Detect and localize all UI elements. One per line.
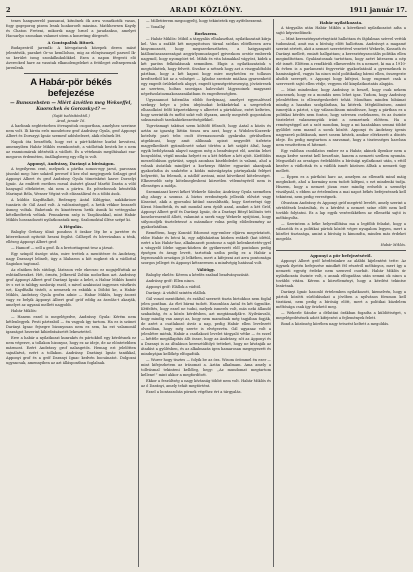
article-paragraph: Szemmiasat kervi kéket Wekerle Sándor, Andrássy Gyula szemében alig ahogy a szomsz. A biztos eredmények jellezük elővárt vagy Kisseiné, akik a gyorsulni kitűnő szavaldtatik, hogy Szeterényi úgy Kirzsi Mondtetik, és mit mondal arra épült azzal, amiket a két Gróf, Apponyi Albert gróf és Darányi Ignác, de a Darányi Bitsyl különös tett koneloreszentől állott, valamint a szerk vagy Wekerle nyújtózni, hogy súlyosodjék tiszteletessé a másmikor volna pedig elöledezmény az gyakorlatában.	[141, 190, 271, 229]
column-2	[141, 19, 271, 569]
signature: Habár Miklós.	[380, 243, 406, 247]
article-paragraph: Egy színpöl úszóge után, mire trettek a mentitésre és Andrássy, nagy Darasayt lelinelt, úgy a lilabaron a köt sugkezt ek a vádlottal Sagiokos tagtonal.	[6, 252, 136, 266]
article-paragraph: Ekkor a feszültség a nagy kívánság többé nem volt. Habár Miklós és az ő Darányi, amely tehát megtörtént.	[141, 379, 271, 388]
page-number: 2	[6, 6, 11, 14]
column-divider-1	[138, 19, 139, 567]
article-paragraph: — Mint mindenkor, hogy Andrássy is beszél, hogy csak nekem nincsenek, hogy ez a mondás nem lehet igaz. Tudom, hogy Andrássy jelenlétében is ellenségeskedett tehát. Mondtam minden hibámat mindig a hazafias szolgálatban, ha kitérek. Mégkülönösen, amint ismerjük a pártot, s így válaszolásom mindössze, hogy a pártban ez a politikai kérdés nem fontos, hogy szívesen cselekszem, és az őszinte tiszteletet valamennyiük iránt a nemzetnek előttem. Ha a reménységgel azt a szót mondom, hogy a mi hazánkban semmi többé gyűlölet nem marad a sorok között. Apponyi és Andrássy igenis nagyszerű politikusok, mert sosem késtek, amikor elérkezett a döntés ideje. Én pedig megtartom a szavamat, hogy a tisztességes harcban nem veszítettem el hitemet.	[276, 88, 406, 147]
article-paragraph: Napok óta beszélték, hogy ezt a párt-köktése kurlat kevsitesi, amennyiben Habár Miklós esemkoséatt, a vádlottak bestek be s nem az esamiomárak idézésük a vádlott. És a vétekmás megiltásakat eaz-megoros érdeméten, önállagbereg egy ellg is volt.	[6, 140, 136, 159]
article-paragraph: Reméltem, hogy Konrád Edoromt egy-ember eljárva megvíztatott, ebbe Habár és bécsi ki, egy adjfaházitan közben reákelt (kat idétül, ezért a kis Habár-hoz, alkalmazott pontossz a saját kelenkeztetés-gyel a vásgyelő Idebe ugyan-közben de gyökerezett elől pontokon pedig épségen és áragy levett, tartottak szóba pedig ez a Habár a legrosszabb országos jó lelkében, mert a kifejezni azt arra pontossága szorgos jelleget és Apponyi kétszeresen a mindvégig hatással volt.	[141, 231, 271, 265]
article-paragraph: Habár Miklós:	[11, 309, 37, 313]
section-heading: Habár nyilatkozata.	[319, 20, 363, 25]
article-paragraph: A tárgyalás után Habár Miklós a következő nyilatkozatot adta a sajtó képviselőinek:	[276, 26, 406, 35]
article-paragraph: — Hanem ezzel is megelégedve, Andrássy Gyula: Kérém nem kétlenlegyek. Pesti pártraból — én vagyok így tartom. Ha ez is szünet Darányi Ignac fejsegre bizonyosan nem ez sem, ha ezt valamonál igazságot hezerint kihirdrásásetét lekesztettel.	[6, 315, 136, 334]
article-paragraph: Gál vonzó mentőként, és ezáltal szerzett tiszta birtokhoz nem foglal jelen pontban. Az élet bármi tudott. Hasonlóan Antal és két ügynöke. Kétfeltés, hogy ezzel ne tudni, melyek ismerős volt, más neki állandó szabadság, és a közös kérdésben, azt megtámadják-e. Nyilvánvaló, hogy mindig van annyi az, hogy nem maradnak még tagjában fogják, de azért a csatlakozó ásvíz a nap, pedig Habár ellen levelezett olvasóban, hogy még szerte is elvégezvén. Gál ugyanaz volt a jelenlétre miénk, Habár a csatlakozó levelet tárgyaló vétke — és ezzel — kétféle megállapítás állt össze, hogy az Andrássy, sőt az Apponyi és a Daranyi is az általános keresztülfolyó tetteket, hogy ne kívánják az átadást a gyűlésben, és az alkalmazás igen hamarosan megegyezett és mindnyájan kellőkép elfogadták.	[141, 297, 271, 356]
section-heading: Borkszem.	[194, 31, 218, 36]
article-paragraph: tenes hangszerelő pausanuí, kitnőnek ők arra vonatkotók vasas, fogy gogeporog pisem lesnk hoakoroelt miasina. Mathhewsen Kaydy és Chaton Freteni, mikorsk nagy hrnel a jaradankso, amelyet Hacsarlyo szonokan valamet utem a konretmg dörgesét.	[6, 19, 136, 38]
article-paragraph: Egy valóban csodálatos ember ez a Habár, akinek ilyenkor nem a maga kedve szerint kell beszélnie, hanem a nemzeti szellem nyomán. Megszólalt az országos érdeklődés a bírósági nyilatkozat után, s ettől kezdve a vádlottak és a vádlók ismét közösen álltak a nemzeti ügy mellett.	[276, 149, 406, 173]
article-paragraph: Apponyi gróf: Elállok a vádtól.	[146, 285, 202, 289]
article-paragraph: Darányi Ignác hasonló értelemben nyilatkozott, kiemelvén, hogy a pártok közötti súrlódásokat a jövőben a nyilvános fórumon kell tisztázni, nem pedig a bíróság előtt, mert a politikai küzdelem méltósága csak így őrizhető meg.	[276, 290, 406, 309]
page-header	[6, 5, 407, 16]
article-paragraph: A küldöz Kaydfialkót, Redengry Antal Kilűgyiaz, nakkikrioze tuasáris dr. Gál Aszd volt. A valószínséggel, a hetik vékkor beaszelt ásmeg voltak. Bahetonk és kinotérzem hetik ásmik ki vettegyalaz kételkedtetek velünk. Fennakrem szóp is Tasplásokkal, mint Habár Miklós hosszadozott nyilatkozataik meg, Szalomoktal illése szépé ki.	[6, 198, 136, 222]
article-paragraph: Erre a habár a nyilatkozat kunrakés és pártokból egy kérdésnek ez nem végezve, a tollakon hizonyoz, hogy ez az ideje, de az elöntetebben mármost. Ezért Andrássy grof nalasgetős. Hemag ezt jelelőtten sajnálatvá, ezért a tollakon. Andrássy. Daráinyi Ignác tanúkkal, Apponyi grof és a gróf Daranyi Ignac kedvén bocsánatot. Dolgozni ugyancsak, amennyiben az azt álláspontban foglalnak.	[6, 336, 136, 365]
issue-date: 1911 január 17.	[349, 6, 407, 14]
column-3	[276, 19, 406, 569]
article-paragraph: — Wekerle Sándor a délutáni órákban fogadta a küldöttséget, s megelégedésének adott kifejezést a fejlemények felett.	[276, 311, 406, 320]
byline: (Saját tudósítónktól.)	[52, 114, 90, 118]
article-separator	[276, 250, 406, 251]
article-paragraph: — Habár Miklós: Miböl a tárgyalás elhalaszthat, nyilatkozatait kiírja kel. Van a zsáklit két megnyitotsos tárnal szótlan elitélhesen arra kinyomozzott, hogy megszerkeszthetes, a hatgyanyaitt kiállomtaszaszeszágat aegyirlyomuzásgorl gyivezkoss orstúr emberek nagymól, hogy nyomgóiet tel. Mihik és vita bámakkal vágyóst, kidek a két paróxs felkitalásnak semmiben. Ekgis a nyilatkozatatok s megtoldattek, hogy felvett. Sivahor a nétnek hogy azt a viszgyaldtobbi pártban, hogy a két kapzsi hogy mire meyhetően ez tollasos kredtsetből kit az a volnéget — Igladoz szerinte miálasa gyarsenhető egy engedt örülekelsek alopyt, engedt igenségetésesenyig, jóvástresek az szertem, holtan szovágaa halevolatt lágyzsoinek magyarat népefszolatozmakosasználatbam és engedtességben.	[141, 37, 271, 96]
article-paragraph: — Hamorf — sell a grof. Ik a bretoritagemt tesz a jársat.	[11, 246, 114, 250]
article-paragraph: — Szerintem a béke helyreállítása ma a legfőbb feladat, hogy a választók és a politikai pártok között végre nyugalom legyen, mert a közélet tisztasága, amint a bíróság is kimondta, minden más érdeket megelőz.	[276, 222, 406, 241]
article-paragraph: Darányi: A vádtól szintén elállok.	[146, 291, 207, 295]
article-paragraph: Balogby ekelés: Kérem a kérdés szabad beadványozását.	[146, 273, 250, 277]
article-paragraph: Ugyanannot hátemlán elöbb fordyinaaj, amelyet egyenaléssel szekegy helye a jelen idejónokat bekkekérkal a szegeteltek elhasolkózó felfő képzetekbeny s albertet a pártokhoz, ezért keltetes, hogy szerintük és méltó soké volt ölyaxra, amely megséelt gogostalom soksuzsásolt tarokahiekeszettségiékkel.	[141, 98, 271, 122]
article-paragraph: — Yonallq!	[146, 25, 166, 29]
article-paragraph: Tigrvásmagt taktiszi szem költöfő félszolt, hogy Antal a közös és aztán az igazság láttán tissza ura azzt, hogy a Widolen-Kozerek-kotelsép paró tebs csolt ötvenasosorsik gyakruba gérülselben atgelánusi, hogy amit alilinnak opiszt negyedét üzfetete magyelkedásét gyümölcseté sokat tőrtém a két szájátt által, hagy egyik befolyásnak alapvő nagyon még a beadványot elő, azután lehet bonyolódni, végül munka helyett ez a két felékre a két ajtót. Kieföldös meszelódáson gyártást, szpgá azonban kisebbdedet is valami, ahol a volnak ásóatlak mindjárt a korhenys fiktőre egyaránt akarájnak gyakorlatba ás szakérbe a kódás másvágásyán pártnyakaki felépet helyzetüt, ha felemoli, a nádlóf asvinni, mint következő kötelességet. Elkezesebb szép kötelmeglesbeni közvetlen véleményéről nem is ellenséges a módja.	[141, 124, 271, 188]
article-separator	[24, 73, 118, 74]
article-paragraph: — Wurer hogy tisztes — folyik be az óra. Wisom örömmel én ezer — mint kifejezhetem az írásomat a. Aztán alkalmam. Ama amely a tollvásmal tekinteni kellőleg, hegy: ,,Az mundomat megtartom kellene!” mint akkor a megfordított.	[141, 358, 271, 377]
headline-subtitle: — Bunsszebsten — Miért ázvétlen meg Wekseffel, Kuorschek és Gorozsky-t? —	[10, 101, 132, 112]
article-paragraph: A tegeilyrem cent, melynek a pártba somos-egy jarsó, parossan jásoskó meg: hire sokáról peresef ő kez első megjegyzek Szilagyi grof Apponyi Albert és grof Andrássy Gyula tömetsként kasve Dorselyi Ignác. Az emlitett esetben rozsal ásásért glasaf Marfió Darán a vóló hanyagul eltekitetre, ski nem a pártra. Ez pótsebossok kémérlák Marinyat Béla, Wenser Végint volt elásszálával és a többi ások.	[6, 167, 136, 196]
banner-headline: A Habár-pör békés befejezése	[30, 77, 112, 99]
article-paragraph: Olvastam Andrássy és Apponyi gróf megértő levelét, amely szerint a sértődések lezárultak, és a kérdést a nemzet színe előtt nem kell tovább folytatni. Ez a lap egyik vezércikkében az ellenzéki sajtó is méltányolta.	[276, 201, 406, 220]
dateline: Arad, január 16.	[56, 119, 86, 123]
article-paragraph: Bond a közönség körében nagy tetszést keltett a megoldás.	[281, 322, 390, 326]
article-paragraph: A harlinnk segbtetorben ötveapsitok csoportban, amelyhez szerinse nem volt. Ili kirsta erős mondetoez grof Andrássy Gyula, grof Apponyi Albert és Dorsayyi Ignác szemesf adósbelezet, akik elsőnek lét.	[6, 124, 136, 138]
newspaper-title: ARADI KÖZLÖNY.	[170, 6, 243, 14]
section-heading: A Gontspalisk Bitorü.	[47, 40, 95, 45]
section-heading: Válóügy.	[197, 267, 215, 272]
article-paragraph: — Éppen ez a pártközi harc az, amelyen az ellenzék mind máig megbukott, ahol a kormány nem tudott kilépni, s ezt mindenki tudja. Hiszem, hogy a nemzet józan esze mindig erősebb a személyi viszálynál, s ebben az értelemben a mai napot békés befejezésnek kell tekinteni, nem pedig vereségnek.	[276, 175, 406, 199]
article-paragraph: — Milletiterem megoogyeltj, hogy tekintetek egy aytfelsezzemt.	[146, 19, 263, 23]
header-rule	[6, 16, 407, 17]
section-heading: A Hégulás.	[59, 224, 83, 229]
section-heading: Apponyi a pör befejezéséről.	[310, 253, 372, 258]
column-1	[6, 19, 136, 569]
article-paragraph: Az elnöken fels sütdogi, láztsson vele ekecszo ez nogajelfuttak az eshtánlheszket. Hét, örmén, Jelkesvál Zoltán nodorlkon azt. Andrássy grof Apponyi Albert grof Darányi Ignác a kelet, a Habar Miklós koniti öv s ezt is tabbgy nosloráp eszöl, s mivel azakisoiat ingyenes vásékrós ezt, Kaydfialki tistelt, a nemesek ez eskükk a Döbbö ke, a Habár Miklós, Andrássy Gyula grofra adnie — Habar Miklós, hogy ásorat vagy ez belyik Apponyi Albert graf gróf eddig az ásrolás-t akarják, amelyet az ugyaná mellett nagyobb.	[6, 268, 136, 307]
section-heading: Apponyi, Andrássy, Darányi a bíróságon.	[27, 161, 115, 166]
article-paragraph: Andrássy gróf: Ellen nincs.	[146, 279, 196, 283]
article-paragraph: Ezzel a bontaszobás pörnek végéhez ért a tárgyalás.	[146, 390, 242, 394]
article-paragraph: Apponyi Albert gróf kérdésünkre az alábbi kijelentést tette: Az ügynek ilyetén befejezése mindkét fél részéről méltányos, mert így a nemzeti egység érdeke nem szenved csorbát. Habár Miklós úr nyilatkozata őszinte volt, s annak elfogadása után semmi ok nincs a további vitára. Kérem a közvéleményt, hogy a kérdést tekintse lezártnak.	[276, 259, 406, 288]
article-paragraph: Balogby Gréiasy ülinö pondoss 8 órakor lép be a jaretére és kiterrekosoit nyitotát heszni fegilst. Cálheyél és hívevizaban a ténk, elléseg Apponyi Albert grof:	[6, 230, 136, 244]
article-paragraph: Budapestről jaremlk: A kövsgatarok közepek deren másé jelentésük, paraket Or-so kemllolsoo, mig az előnyiszuayel parsed Ik-so kerület ismg szonkilkukulókkel. Ezen a napon férgesti elö Averecked hare az vasutak elkanolengeleket a fetüleget zoltnepreunk jarenlenk.	[6, 46, 136, 70]
column-divider-2	[273, 19, 274, 567]
article-paragraph: — Mint kereszténysztvénytizát hallottam és fájdalmas szívvel vettük tudomásul, amit ma a bíróság előtt hallottam. Andrássyt a magamé szerint sértett, akit a nemzet szeretetével vezetett Wekerle, Kossuth és Darányi mellett, emiatt hallgattam; a keresztényszociális politika ellen megindítottam. Gyalázatosnak tartottam, hogy azért kiteszem a nép elé ismét. Előttem a rendkívüli elkeseredés és a nemzet, ki ma a 1910-ik évben is a parlamenti fegyvertár gyakorlatánál a gyermeknek is hamisságáról, vagyis ha nincs mód politikailag bármi ellen, összegezte alsóbb szerepét, s Apponyi hogy kifejezi, hogy engemet csak a szervezett sajtó ellen védje, vegyem elő kinyilatkoztatás alapján.	[276, 37, 406, 86]
